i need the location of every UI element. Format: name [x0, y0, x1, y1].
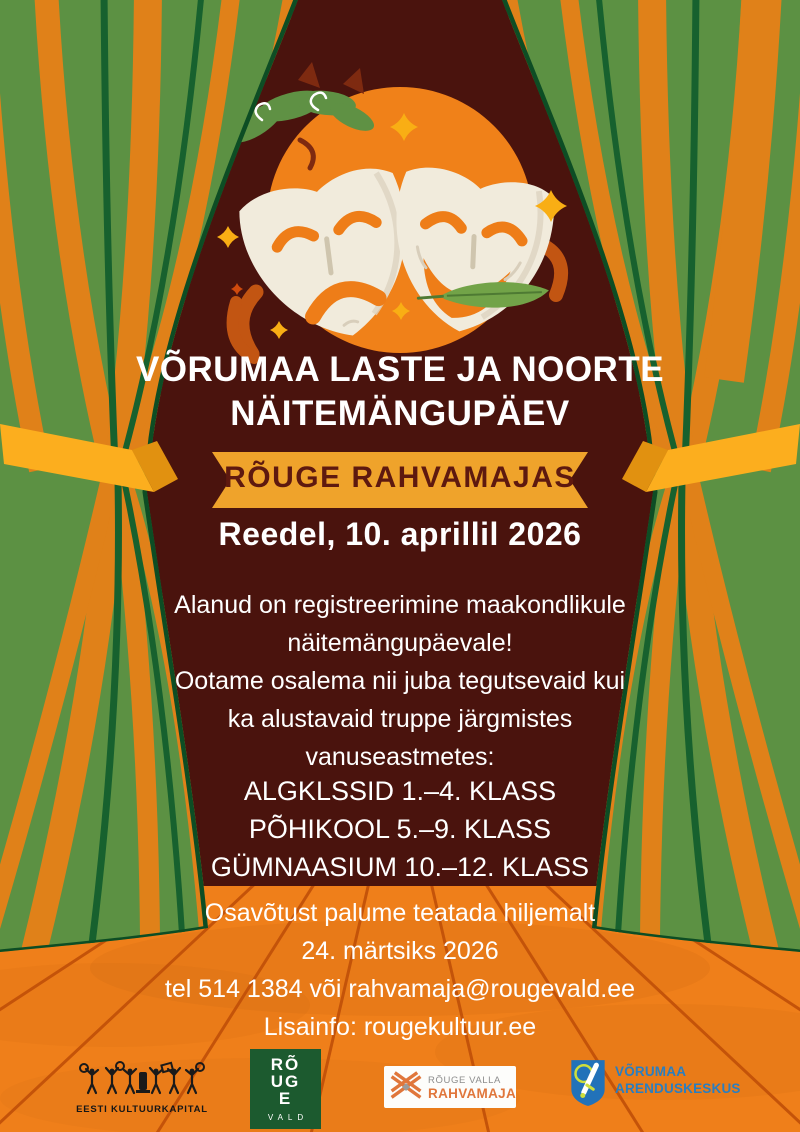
footer-line: tel 514 1384 või rahvamaja@rougevald.ee [164, 975, 636, 1003]
body-line: Ootame osalema nii juba tegutsevaid kui [174, 667, 626, 695]
arenduskeskus-line1: VÕRUMAA [615, 1064, 687, 1079]
body-line: ka alustavaid truppe järgmistes [227, 705, 573, 733]
logo-eesti-kultuurkapital [74, 1060, 210, 1115]
contact-info [0, 894, 800, 1046]
arenduskeskus-line2: ARENDUSKESKUS [615, 1081, 741, 1096]
rouge-vald-letters: RÕ [270, 1055, 301, 1074]
rahvamaja-weave-icon [390, 1071, 422, 1103]
body-line: Alanud on registreerimine maakondlikule [174, 591, 626, 619]
title-line: VÕRUMAA LASTE JA NOORTE [135, 350, 665, 389]
venue-banner-label: RÕUGE RAHVAMAJAS [224, 461, 576, 494]
logo-rouge-vald [250, 1049, 321, 1129]
logo-vorumaa-arenduskeskus [569, 1058, 741, 1108]
footer-line: Osavõtust palume teatada hiljemalt [204, 899, 596, 927]
footer-line: Lisainfo: rougekultuur.ee [263, 1013, 537, 1041]
age-group-line: ALGKLSSID 1.–4. KLASS [243, 776, 557, 806]
rouge-vald-letters: UG [270, 1072, 301, 1091]
body-line: näitemängupäevale! [287, 629, 513, 657]
kultuurkapital-caption: EESTI KULTUURKAPITAL [76, 1104, 208, 1115]
event-date: Reedel, 10. aprillil 2026 [218, 516, 582, 552]
age-groups [0, 772, 800, 886]
kultuurkapital-figures-icon [78, 1060, 206, 1098]
page-title [0, 348, 800, 436]
rouge-vald-letters: E [278, 1089, 293, 1108]
registration-info [0, 586, 800, 776]
title-line: NÄITEMÄNGUPÄEV [230, 394, 570, 433]
body-line: vanuseastmetes: [305, 743, 495, 771]
age-group-line: GÜMNAASIUM 10.–12. KLASS [210, 852, 590, 882]
age-group-line: PÕHIKOOL 5.–9. KLASS [248, 814, 552, 844]
arenduskeskus-shield-icon [569, 1058, 607, 1108]
rouge-vald-caption: VALD [267, 1113, 309, 1122]
rahvamaja-line1: RÕUGE VALLA [428, 1075, 501, 1086]
rahvamaja-line2: RAHVAMAJA [428, 1086, 516, 1101]
footer-line: 24. märtsiks 2026 [301, 937, 499, 965]
logo-rouge-valla-rahvamaja [384, 1066, 516, 1108]
